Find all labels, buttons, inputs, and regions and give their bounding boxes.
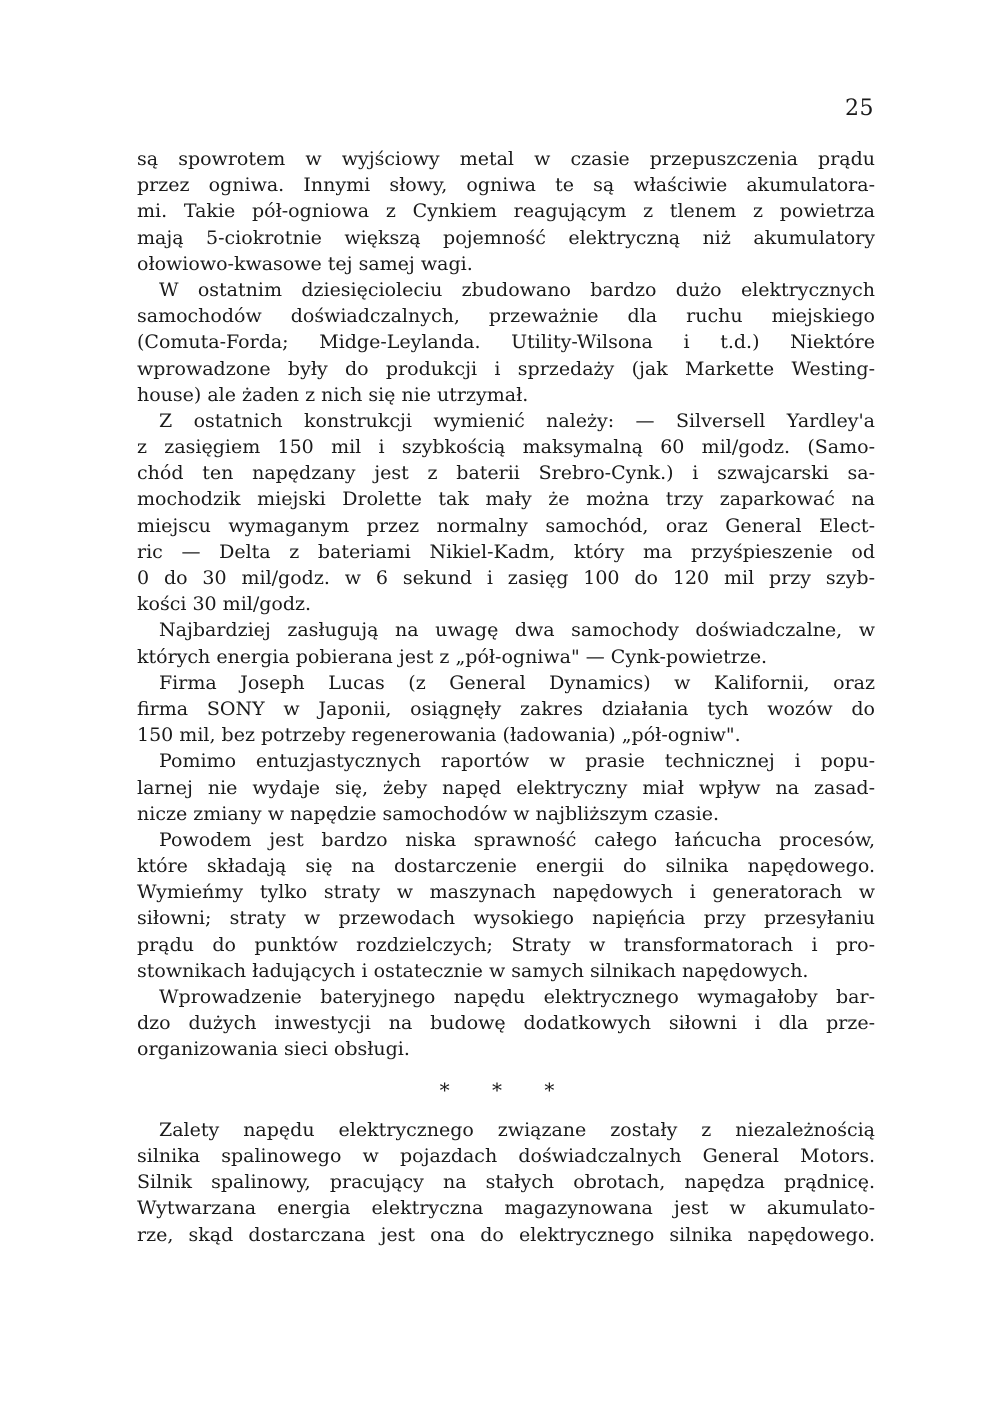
text-line: wprowadzone były do produkcji i sprzedaży (jak Markette Westing- (137, 357, 875, 380)
text-line: samochodów doświadczalnych, przeważnie dla ruchu miejskiego (137, 305, 875, 328)
text-line: 0 do 30 mil/godz. w 6 sekund i zasięg 100 do 120 mil przy szyb- (137, 567, 875, 589)
text-line: Silnik spalinowy, pracujący na stałych obrotach, napędza prądnicę. (137, 1171, 875, 1194)
text-line: które składają się na dostarczenie energii do silnika napędowego. (137, 855, 875, 878)
text-line: ric — Delta z bateriami Nikiel-Kadm, który ma przyśpieszenie od (137, 540, 875, 563)
text-line: Najbardziej zasługują na uwagę dwa samochody doświadczalne, w (159, 619, 875, 642)
text-line: (Comuta-Forda; Midge-Leylanda. Utility-Wilsona i t.d.) Niektóre (137, 331, 875, 354)
text-line: 150 mil, bez potrzeby regenerowania (ładowania) „pół-ogniw". (137, 724, 741, 747)
text-line: rze, skąd dostarczana jest ona do elektrycznego silnika napędowego. (137, 1223, 875, 1246)
text-line: Wprowadzenie bateryjnego napędu elektrycznego wymagałoby bar- (159, 986, 875, 1008)
page-number: 25 (845, 96, 874, 121)
text-line: nicze zmiany w napędzie samochodów w najbliższym czasie. (137, 802, 719, 825)
text-line: Wymieńmy tylko straty w maszynach napędowych i generatorach w (137, 881, 875, 904)
text-line: ołowiowo-kwasowe tej samej wagi. (137, 252, 473, 275)
text-line: house) ale żaden z nich się nie utrzymał. (137, 383, 529, 406)
section-separator: * * * (439, 1077, 573, 1102)
text-line: mi. Takie pół-ogniowa z Cynkiem reagującym z tlenem z powietrza (137, 200, 875, 223)
text-line: silnika spalinowego w pojazdach doświadczalnych General Motors. (137, 1144, 875, 1167)
text-line: organizowania sieci obsługi. (137, 1038, 410, 1061)
text-line: mają 5-ciokrotnie większą pojemność elektryczną niż akumulatory (137, 226, 875, 249)
text-line: miejscu wymaganym przez normalny samochód, oraz General Elect- (137, 514, 875, 537)
text-line: firma SONY w Japonii, osiągnęły zakres działania tych wozów do (137, 697, 875, 720)
text-line: W ostatnim dziesięcioleciu zbudowano bardzo dużo elektrycznych (159, 278, 875, 301)
text-line: z zasięgiem 150 mil i szybkością maksymalną 60 mil/godz. (Samo- (137, 436, 875, 459)
text-line: siłowni; straty w przewodach wysokiego napięńcia przy przesyłaniu (137, 907, 875, 930)
text-line: których energia pobierana jest z „pół-ogniwa" — Cynk-powietrze. (137, 645, 768, 668)
text-line: Z ostatnich konstrukcji wymienić należy: — Silversell Yardley'a (159, 409, 875, 432)
text-line: Wytwarzana energia elektryczna magazynowana jest w akumulato- (137, 1197, 875, 1220)
text-block-after-separator (137, 1117, 875, 1248)
text-line: Pomimo entuzjastycznych raportów w prasie technicznej i popu- (159, 750, 875, 773)
text-line: mochodzik miejski Drolette tak mały że można trzy zaparkować na (137, 488, 875, 511)
text-line: kości 30 mil/godz. (137, 593, 312, 616)
text-line: prądu do punktów rozdzielczych; Straty w transformatorach i pro- (137, 933, 875, 956)
body-text (137, 146, 875, 1248)
text-line: larnej nie wydaje się, żeby napęd elektryczny miał wpływ na zasad- (137, 776, 875, 799)
text-line: dzo dużych inwestycji na budowę dodatkowych siłowni i dla prze- (137, 1012, 875, 1035)
text-line: chód ten napędzany jest z baterii Srebro-Cynk.) i szwajcarski sa- (137, 462, 875, 485)
text-line: przez ogniwa. Innymi słowy, ogniwa te są właściwie akumulatora- (137, 174, 875, 197)
text-line: stownikach ładujących i ostatecznie w samych silnikach napędowych. (137, 959, 809, 982)
text-block-main (137, 146, 875, 1063)
text-line: Firma Joseph Lucas (z General Dynamics) w Kalifornii, oraz (159, 671, 875, 694)
text-line: są spowrotem w wyjściowy metal w czasie przepuszczenia prądu (137, 148, 875, 170)
text-line: Zalety napędu elektrycznego związane zostały z niezależnością (159, 1118, 875, 1141)
text-line: Powodem jest bardzo niska sprawność całego łańcucha procesów, (159, 828, 875, 851)
